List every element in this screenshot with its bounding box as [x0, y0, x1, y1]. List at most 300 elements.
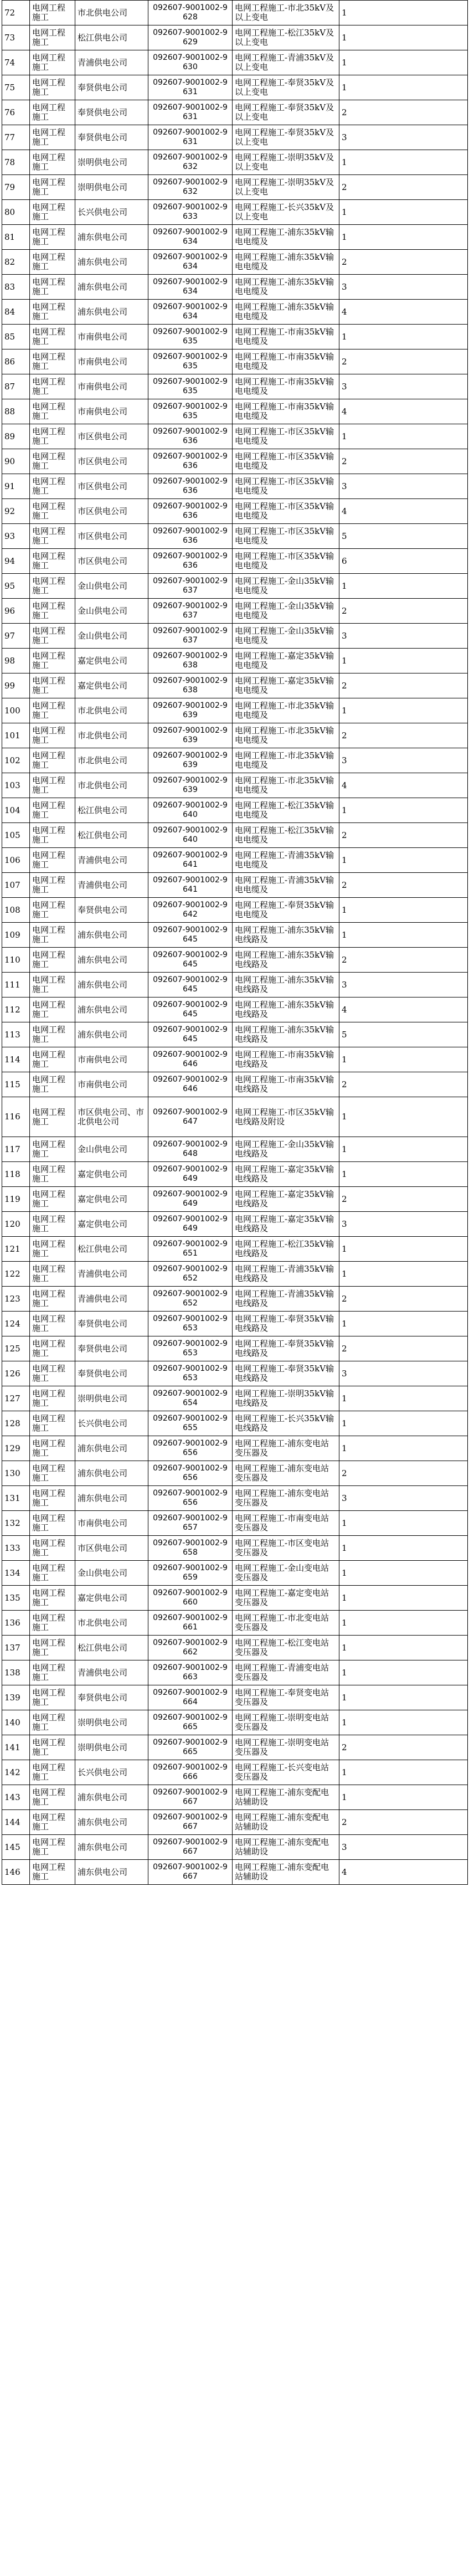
row-number-cell: 83 — [2, 275, 30, 300]
company-name-cell: 崇明供电公司 — [75, 1735, 148, 1760]
company-name-cell: 松江供电公司 — [75, 1237, 148, 1262]
table-row — [2, 1810, 468, 1835]
package-code-cell: 092607-9001002-9639 — [148, 748, 233, 773]
table-row — [2, 698, 468, 723]
package-code-cell: 092607-9001002-9632 — [148, 150, 233, 175]
row-number-cell: 72 — [2, 1, 30, 25]
package-description-cell: 电网工程施工-浦东35kV输电线路及 — [233, 998, 339, 1022]
company-name-cell: 嘉定供电公司 — [75, 673, 148, 698]
package-description-cell: 电网工程施工-浦东变电站变压器及 — [233, 1436, 339, 1461]
lot-number-cell: 2 — [339, 673, 468, 698]
row-number-cell: 112 — [2, 998, 30, 1022]
package-description-cell: 电网工程施工-青浦变电站变压器及 — [233, 1660, 339, 1685]
package-description-cell: 电网工程施工-浦东变配电站辅助设 — [233, 1810, 339, 1835]
lot-number-cell: 2 — [339, 873, 468, 898]
work-type-cell: 电网工程施工 — [30, 798, 75, 823]
package-code-cell: 092607-9001002-9665 — [148, 1710, 233, 1735]
lot-number-cell: 1 — [339, 1685, 468, 1710]
lot-number-cell: 1 — [339, 1710, 468, 1735]
table-row — [2, 1760, 468, 1785]
table-row — [2, 474, 468, 499]
company-name-cell: 奉贤供电公司 — [75, 898, 148, 923]
work-type-cell: 电网工程施工 — [30, 1536, 75, 1561]
company-name-cell: 松江供电公司 — [75, 1636, 148, 1660]
lot-number-cell: 1 — [339, 1386, 468, 1411]
package-description-cell: 电网工程施工-市区变电站变压器及 — [233, 1536, 339, 1561]
package-description-cell: 电网工程施工-市区35kV输电电缆及 — [233, 549, 339, 574]
package-description-cell: 电网工程施工-金山35kV输电线路及 — [233, 1137, 339, 1162]
row-number-cell: 114 — [2, 1047, 30, 1072]
package-code-cell: 092607-9001002-9634 — [148, 275, 233, 300]
company-name-cell: 市北供电公司 — [75, 1611, 148, 1636]
package-description-cell: 电网工程施工-嘉定35kV输电线路及 — [233, 1187, 339, 1212]
work-type-cell: 电网工程施工 — [30, 649, 75, 673]
table-row — [2, 1536, 468, 1561]
company-name-cell: 市区供电公司 — [75, 1536, 148, 1561]
company-name-cell: 市区供电公司 — [75, 524, 148, 549]
package-code-cell: 092607-9001002-9635 — [148, 349, 233, 374]
package-code-cell: 092607-9001002-9636 — [148, 549, 233, 574]
lot-number-cell: 1 — [339, 1536, 468, 1561]
table-row — [2, 723, 468, 748]
package-description-cell: 电网工程施工-市南变电站变压器及 — [233, 1511, 339, 1536]
package-code-cell: 092607-9001002-9632 — [148, 175, 233, 200]
work-type-cell: 电网工程施工 — [30, 474, 75, 499]
lot-number-cell: 3 — [339, 125, 468, 150]
row-number-cell: 115 — [2, 1072, 30, 1097]
work-type-cell: 电网工程施工 — [30, 1810, 75, 1835]
company-name-cell: 奉贤供电公司 — [75, 1336, 148, 1361]
work-type-cell: 电网工程施工 — [30, 325, 75, 349]
company-name-cell: 崇明供电公司 — [75, 175, 148, 200]
lot-number-cell: 2 — [339, 349, 468, 374]
lot-number-cell: 1 — [339, 1137, 468, 1162]
package-description-cell: 电网工程施工-青浦35kV输电线路及 — [233, 1287, 339, 1312]
package-description-cell: 电网工程施工-浦东35kV输电线路及 — [233, 973, 339, 998]
row-number-cell: 145 — [2, 1835, 30, 1860]
row-number-cell: 74 — [2, 50, 30, 75]
lot-number-cell: 1 — [339, 1, 468, 25]
lot-number-cell: 1 — [339, 424, 468, 449]
package-code-cell: 092607-9001002-9637 — [148, 574, 233, 599]
package-code-cell: 092607-9001002-9667 — [148, 1835, 233, 1860]
row-number-cell: 90 — [2, 449, 30, 474]
table-row — [2, 1361, 468, 1386]
table-row — [2, 599, 468, 624]
lot-number-cell: 1 — [339, 1760, 468, 1785]
work-type-cell: 电网工程施工 — [30, 1022, 75, 1047]
package-code-cell: 092607-9001002-9648 — [148, 1137, 233, 1162]
company-name-cell: 金山供电公司 — [75, 574, 148, 599]
table-row — [2, 200, 468, 225]
package-description-cell: 电网工程施工-市北35kV输电电缆及 — [233, 698, 339, 723]
row-number-cell: 102 — [2, 748, 30, 773]
lot-number-cell: 1 — [339, 1436, 468, 1461]
lot-number-cell: 1 — [339, 1660, 468, 1685]
lot-number-cell: 2 — [339, 1187, 468, 1212]
package-description-cell: 电网工程施工-浦东变配电站辅助设 — [233, 1785, 339, 1810]
package-description-cell: 电网工程施工-市区35kV输电线路及附设 — [233, 1097, 339, 1137]
package-code-cell: 092607-9001002-9664 — [148, 1685, 233, 1710]
company-name-cell: 浦东供电公司 — [75, 998, 148, 1022]
package-description-cell: 电网工程施工-崇明35kV输电线路及 — [233, 1386, 339, 1411]
table-row — [2, 1860, 468, 1885]
row-number-cell: 133 — [2, 1536, 30, 1561]
package-description-cell: 电网工程施工-奉贤35kV输电线路及 — [233, 1312, 339, 1336]
row-number-cell: 134 — [2, 1561, 30, 1586]
package-description-cell: 电网工程施工-市南35kV输电电缆及 — [233, 325, 339, 349]
package-code-cell: 092607-9001002-9635 — [148, 399, 233, 424]
package-code-cell: 092607-9001002-9635 — [148, 325, 233, 349]
company-name-cell: 奉贤供电公司 — [75, 75, 148, 100]
work-type-cell: 电网工程施工 — [30, 1262, 75, 1287]
company-name-cell: 金山供电公司 — [75, 1561, 148, 1586]
package-code-cell: 092607-9001002-9628 — [148, 1, 233, 25]
work-type-cell: 电网工程施工 — [30, 773, 75, 798]
lot-number-cell: 2 — [339, 823, 468, 848]
package-code-cell: 092607-9001002-9667 — [148, 1810, 233, 1835]
company-name-cell: 浦东供电公司 — [75, 973, 148, 998]
package-code-cell: 092607-9001002-9641 — [148, 848, 233, 873]
table-row — [2, 250, 468, 275]
package-description-cell: 电网工程施工-市北35kV输电电缆及 — [233, 723, 339, 748]
package-code-cell: 092607-9001002-9630 — [148, 50, 233, 75]
row-number-cell: 95 — [2, 574, 30, 599]
package-code-cell: 092607-9001002-9638 — [148, 649, 233, 673]
company-name-cell: 市南供电公司 — [75, 374, 148, 399]
work-type-cell: 电网工程施工 — [30, 300, 75, 325]
table-row — [2, 1611, 468, 1636]
row-number-cell: 113 — [2, 1022, 30, 1047]
row-number-cell: 98 — [2, 649, 30, 673]
company-name-cell: 浦东供电公司 — [75, 225, 148, 250]
work-type-cell: 电网工程施工 — [30, 100, 75, 125]
lot-number-cell: 4 — [339, 998, 468, 1022]
lot-number-cell: 4 — [339, 773, 468, 798]
table-row — [2, 1660, 468, 1685]
row-number-cell: 124 — [2, 1312, 30, 1336]
package-description-cell: 电网工程施工-松江35kV及以上变电 — [233, 25, 339, 50]
package-code-cell: 092607-9001002-9645 — [148, 973, 233, 998]
work-type-cell: 电网工程施工 — [30, 1212, 75, 1237]
lot-number-cell: 1 — [339, 1785, 468, 1810]
row-number-cell: 94 — [2, 549, 30, 574]
company-name-cell: 金山供电公司 — [75, 1137, 148, 1162]
table-row — [2, 1511, 468, 1536]
work-type-cell: 电网工程施工 — [30, 1611, 75, 1636]
company-name-cell: 市南供电公司 — [75, 1511, 148, 1536]
row-number-cell: 73 — [2, 25, 30, 50]
package-code-cell: 092607-9001002-9641 — [148, 873, 233, 898]
work-type-cell: 电网工程施工 — [30, 125, 75, 150]
package-code-cell: 092607-9001002-9658 — [148, 1536, 233, 1561]
company-name-cell: 崇明供电公司 — [75, 1386, 148, 1411]
lot-number-cell: 2 — [339, 100, 468, 125]
work-type-cell: 电网工程施工 — [30, 574, 75, 599]
lot-number-cell: 1 — [339, 1561, 468, 1586]
package-code-cell: 092607-9001002-9629 — [148, 25, 233, 50]
package-code-cell: 092607-9001002-9653 — [148, 1336, 233, 1361]
work-type-cell: 电网工程施工 — [30, 823, 75, 848]
work-type-cell: 电网工程施工 — [30, 200, 75, 225]
lot-number-cell: 2 — [339, 250, 468, 275]
table-row — [2, 75, 468, 100]
company-name-cell: 浦东供电公司 — [75, 1461, 148, 1486]
work-type-cell: 电网工程施工 — [30, 75, 75, 100]
package-description-cell: 电网工程施工-浦东35kV输电线路及 — [233, 1022, 339, 1047]
package-code-cell: 092607-9001002-9633 — [148, 200, 233, 225]
row-number-cell: 128 — [2, 1411, 30, 1436]
company-name-cell: 市北供电公司 — [75, 1, 148, 25]
work-type-cell: 电网工程施工 — [30, 1860, 75, 1885]
row-number-cell: 117 — [2, 1137, 30, 1162]
company-name-cell: 市北供电公司 — [75, 698, 148, 723]
work-type-cell: 电网工程施工 — [30, 1461, 75, 1486]
table-row — [2, 1561, 468, 1586]
package-description-cell: 电网工程施工-崇明35kV及以上变电 — [233, 150, 339, 175]
work-type-cell: 电网工程施工 — [30, 1361, 75, 1386]
package-description-cell: 电网工程施工-金山35kV输电电缆及 — [233, 624, 339, 649]
work-type-cell: 电网工程施工 — [30, 599, 75, 624]
package-description-cell: 电网工程施工-崇明变电站变压器及 — [233, 1710, 339, 1735]
table-row — [2, 449, 468, 474]
company-name-cell: 奉贤供电公司 — [75, 100, 148, 125]
work-type-cell: 电网工程施工 — [30, 424, 75, 449]
company-name-cell: 青浦供电公司 — [75, 1287, 148, 1312]
table-row — [2, 225, 468, 250]
package-description-cell: 电网工程施工-青浦35kV输电电缆及 — [233, 873, 339, 898]
company-name-cell: 金山供电公司 — [75, 624, 148, 649]
table-row — [2, 125, 468, 150]
package-description-cell: 电网工程施工-奉贤35kV及以上变电 — [233, 125, 339, 150]
row-number-cell: 97 — [2, 624, 30, 649]
package-code-cell: 092607-9001002-9639 — [148, 698, 233, 723]
package-description-cell: 电网工程施工-市南35kV输电电缆及 — [233, 374, 339, 399]
work-type-cell: 电网工程施工 — [30, 1586, 75, 1611]
row-number-cell: 87 — [2, 374, 30, 399]
lot-number-cell: 2 — [339, 449, 468, 474]
row-number-cell: 108 — [2, 898, 30, 923]
company-name-cell: 嘉定供电公司 — [75, 1162, 148, 1187]
package-description-cell: 电网工程施工-市区35kV输电电缆及 — [233, 474, 339, 499]
lot-number-cell: 6 — [339, 549, 468, 574]
row-number-cell: 137 — [2, 1636, 30, 1660]
company-name-cell: 长兴供电公司 — [75, 1411, 148, 1436]
package-description-cell: 电网工程施工-浦东变电站变压器及 — [233, 1486, 339, 1511]
work-type-cell: 电网工程施工 — [30, 1411, 75, 1436]
table-row — [2, 325, 468, 349]
package-code-cell: 092607-9001002-9639 — [148, 723, 233, 748]
package-code-cell: 092607-9001002-9636 — [148, 424, 233, 449]
lot-number-cell: 1 — [339, 848, 468, 873]
row-number-cell: 80 — [2, 200, 30, 225]
company-name-cell: 青浦供电公司 — [75, 1262, 148, 1287]
row-number-cell: 125 — [2, 1336, 30, 1361]
package-code-cell: 092607-9001002-9639 — [148, 773, 233, 798]
table-row — [2, 1411, 468, 1436]
lot-number-cell: 2 — [339, 1287, 468, 1312]
package-description-cell: 电网工程施工-浦东变配电站辅助设 — [233, 1835, 339, 1860]
lot-number-cell: 2 — [339, 1336, 468, 1361]
package-description-cell: 电网工程施工-长兴35kV及以上变电 — [233, 200, 339, 225]
company-name-cell: 市南供电公司 — [75, 399, 148, 424]
work-type-cell: 电网工程施工 — [30, 1, 75, 25]
company-name-cell: 奉贤供电公司 — [75, 1361, 148, 1386]
lot-number-cell: 1 — [339, 50, 468, 75]
table-row — [2, 1735, 468, 1760]
table-row — [2, 1072, 468, 1097]
package-description-cell: 电网工程施工-崇明35kV及以上变电 — [233, 175, 339, 200]
procurement-table — [2, 0, 468, 1885]
table-row — [2, 524, 468, 549]
lot-number-cell: 1 — [339, 325, 468, 349]
lot-number-cell: 2 — [339, 1461, 468, 1486]
package-code-cell: 092607-9001002-9654 — [148, 1386, 233, 1411]
work-type-cell: 电网工程施工 — [30, 1137, 75, 1162]
package-code-cell: 092607-9001002-9653 — [148, 1361, 233, 1386]
lot-number-cell: 2 — [339, 599, 468, 624]
row-number-cell: 93 — [2, 524, 30, 549]
package-code-cell: 092607-9001002-9635 — [148, 374, 233, 399]
table-row — [2, 1097, 468, 1137]
row-number-cell: 99 — [2, 673, 30, 698]
company-name-cell: 市南供电公司 — [75, 1047, 148, 1072]
row-number-cell: 109 — [2, 923, 30, 948]
lot-number-cell: 3 — [339, 275, 468, 300]
package-description-cell: 电网工程施工-市北35kV及以上变电 — [233, 1, 339, 25]
table-row — [2, 649, 468, 673]
package-description-cell: 电网工程施工-青浦35kV输电电缆及 — [233, 848, 339, 873]
table-row — [2, 1785, 468, 1810]
package-code-cell: 092607-9001002-9636 — [148, 499, 233, 524]
package-description-cell: 电网工程施工-松江35kV输电电缆及 — [233, 798, 339, 823]
package-code-cell: 092607-9001002-9663 — [148, 1660, 233, 1685]
work-type-cell: 电网工程施工 — [30, 1785, 75, 1810]
work-type-cell: 电网工程施工 — [30, 1735, 75, 1760]
package-description-cell: 电网工程施工-浦东35kV输电线路及 — [233, 948, 339, 973]
lot-number-cell: 2 — [339, 175, 468, 200]
package-description-cell: 电网工程施工-奉贤35kV输电电缆及 — [233, 898, 339, 923]
row-number-cell: 100 — [2, 698, 30, 723]
work-type-cell: 电网工程施工 — [30, 275, 75, 300]
package-code-cell: 092607-9001002-9652 — [148, 1287, 233, 1312]
package-description-cell: 电网工程施工-青浦35kV及以上变电 — [233, 50, 339, 75]
lot-number-cell: 2 — [339, 948, 468, 973]
company-name-cell: 崇明供电公司 — [75, 150, 148, 175]
package-description-cell: 电网工程施工-浦东35kV输电电缆及 — [233, 300, 339, 325]
package-code-cell: 092607-9001002-9655 — [148, 1411, 233, 1436]
package-description-cell: 电网工程施工-奉贤35kV及以上变电 — [233, 75, 339, 100]
table-row — [2, 1312, 468, 1336]
work-type-cell: 电网工程施工 — [30, 1312, 75, 1336]
lot-number-cell: 3 — [339, 748, 468, 773]
package-code-cell: 092607-9001002-9660 — [148, 1586, 233, 1611]
row-number-cell: 81 — [2, 225, 30, 250]
company-name-cell: 浦东供电公司 — [75, 250, 148, 275]
company-name-cell: 长兴供电公司 — [75, 200, 148, 225]
table-row — [2, 100, 468, 125]
row-number-cell: 142 — [2, 1760, 30, 1785]
work-type-cell: 电网工程施工 — [30, 948, 75, 973]
work-type-cell: 电网工程施工 — [30, 25, 75, 50]
work-type-cell: 电网工程施工 — [30, 1511, 75, 1536]
row-number-cell: 116 — [2, 1097, 30, 1137]
work-type-cell: 电网工程施工 — [30, 873, 75, 898]
row-number-cell: 89 — [2, 424, 30, 449]
company-name-cell: 嘉定供电公司 — [75, 1212, 148, 1237]
row-number-cell: 105 — [2, 823, 30, 848]
company-name-cell: 奉贤供电公司 — [75, 1312, 148, 1336]
package-code-cell: 092607-9001002-9638 — [148, 673, 233, 698]
work-type-cell: 电网工程施工 — [30, 1287, 75, 1312]
package-description-cell: 电网工程施工-市区35kV输电电缆及 — [233, 449, 339, 474]
package-description-cell: 电网工程施工-嘉定35kV输电电缆及 — [233, 673, 339, 698]
lot-number-cell: 3 — [339, 973, 468, 998]
row-number-cell: 126 — [2, 1361, 30, 1386]
company-name-cell: 青浦供电公司 — [75, 873, 148, 898]
table-row — [2, 973, 468, 998]
work-type-cell: 电网工程施工 — [30, 150, 75, 175]
table-row — [2, 574, 468, 599]
package-code-cell: 092607-9001002-9657 — [148, 1511, 233, 1536]
table-row — [2, 848, 468, 873]
package-description-cell: 电网工程施工-松江35kV输电线路及 — [233, 1237, 339, 1262]
company-name-cell: 市区供电公司 — [75, 499, 148, 524]
table-row — [2, 1137, 468, 1162]
company-name-cell: 崇明供电公司 — [75, 1710, 148, 1735]
table-row — [2, 1386, 468, 1411]
package-code-cell: 092607-9001002-9646 — [148, 1072, 233, 1097]
package-description-cell: 电网工程施工-嘉定35kV输电线路及 — [233, 1162, 339, 1187]
work-type-cell: 电网工程施工 — [30, 673, 75, 698]
lot-number-cell: 3 — [339, 474, 468, 499]
table-row — [2, 873, 468, 898]
package-description-cell: 电网工程施工-奉贤变电站变压器及 — [233, 1685, 339, 1710]
row-number-cell: 136 — [2, 1611, 30, 1636]
company-name-cell: 浦东供电公司 — [75, 1022, 148, 1047]
work-type-cell: 电网工程施工 — [30, 898, 75, 923]
table-body — [2, 1, 468, 1885]
package-code-cell: 092607-9001002-9649 — [148, 1212, 233, 1237]
company-name-cell: 长兴供电公司 — [75, 1760, 148, 1785]
table-row — [2, 424, 468, 449]
table-row — [2, 300, 468, 325]
company-name-cell: 浦东供电公司 — [75, 300, 148, 325]
row-number-cell: 86 — [2, 349, 30, 374]
row-number-cell: 118 — [2, 1162, 30, 1187]
package-code-cell: 092607-9001002-9661 — [148, 1611, 233, 1636]
row-number-cell: 135 — [2, 1586, 30, 1611]
row-number-cell: 103 — [2, 773, 30, 798]
package-description-cell: 电网工程施工-嘉定35kV输电电缆及 — [233, 649, 339, 673]
row-number-cell: 139 — [2, 1685, 30, 1710]
work-type-cell: 电网工程施工 — [30, 1685, 75, 1710]
package-code-cell: 092607-9001002-9642 — [148, 898, 233, 923]
work-type-cell: 电网工程施工 — [30, 1710, 75, 1735]
package-code-cell: 092607-9001002-9667 — [148, 1860, 233, 1885]
lot-number-cell: 4 — [339, 1860, 468, 1885]
package-description-cell: 电网工程施工-市北35kV输电电缆及 — [233, 773, 339, 798]
work-type-cell: 电网工程施工 — [30, 250, 75, 275]
lot-number-cell: 4 — [339, 399, 468, 424]
row-number-cell: 88 — [2, 399, 30, 424]
lot-number-cell: 1 — [339, 1411, 468, 1436]
lot-number-cell: 1 — [339, 1047, 468, 1072]
package-description-cell: 电网工程施工-奉贤35kV及以上变电 — [233, 100, 339, 125]
row-number-cell: 146 — [2, 1860, 30, 1885]
work-type-cell: 电网工程施工 — [30, 698, 75, 723]
work-type-cell: 电网工程施工 — [30, 1336, 75, 1361]
